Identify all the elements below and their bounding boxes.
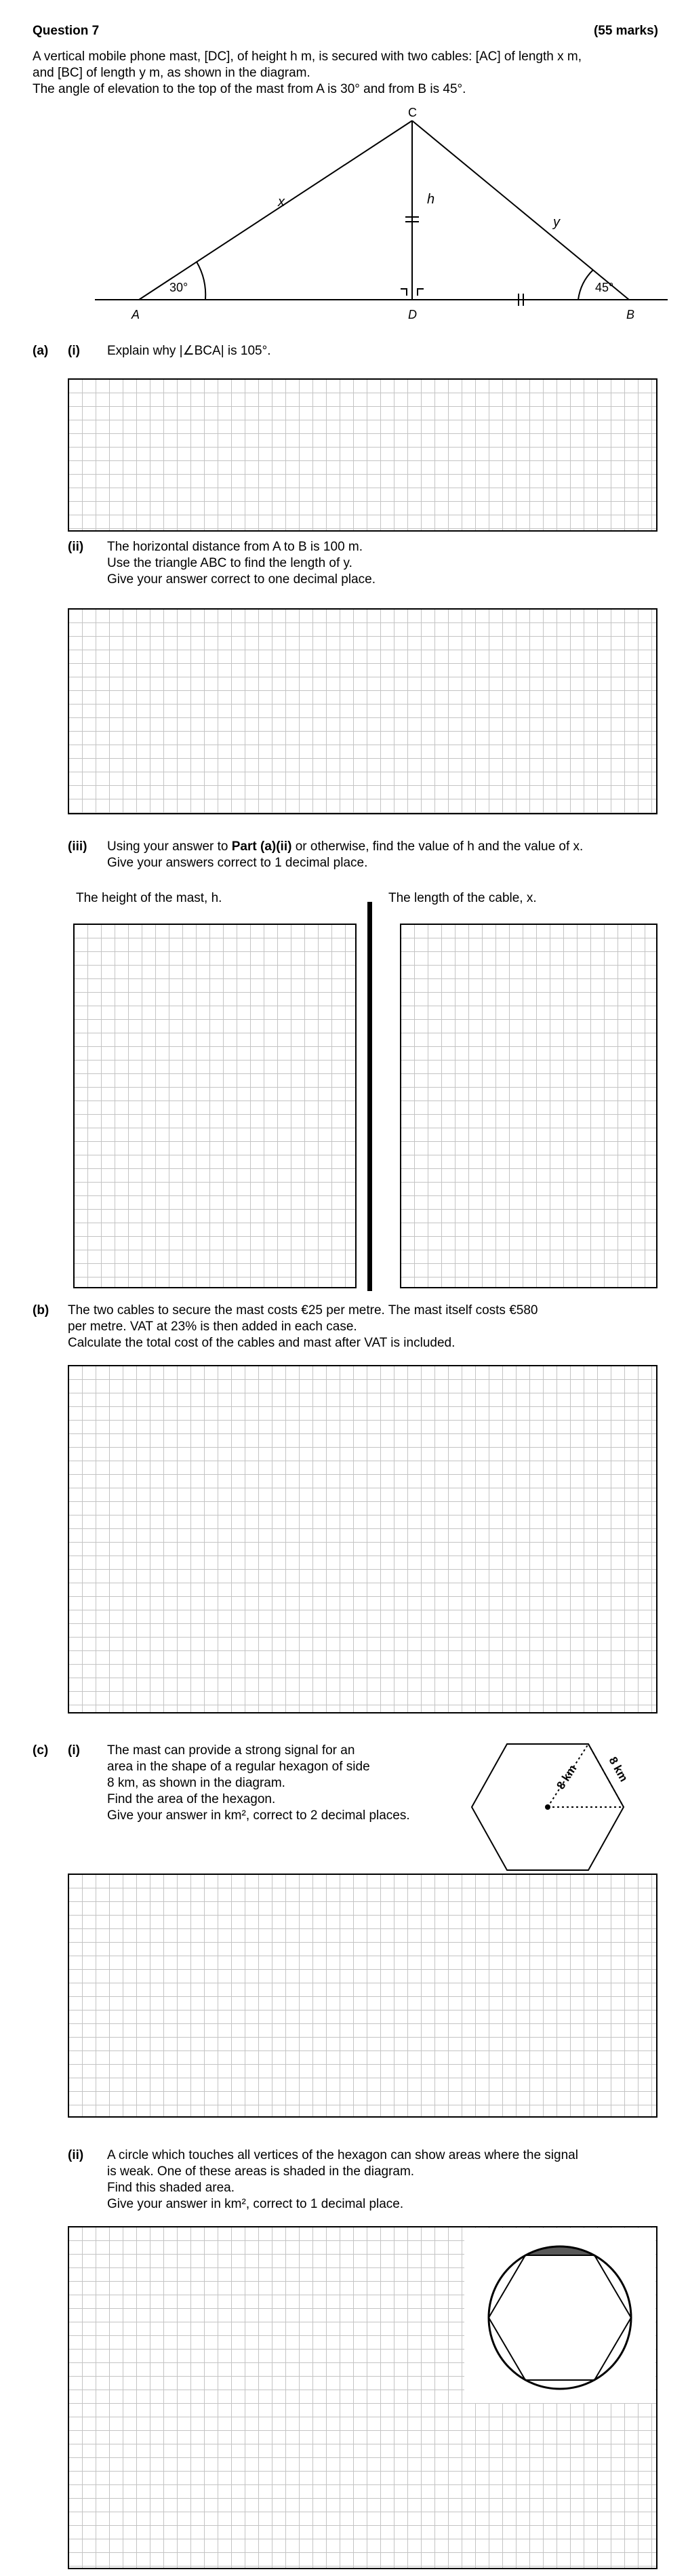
- part-a-ii-line-1: The horizontal distance from A to B is 100 m.: [107, 540, 363, 554]
- part-c-i-line-1: The mast can provide a strong signal for an: [107, 1743, 355, 1758]
- answer-box-height[interactable]: [73, 924, 357, 1288]
- part-c-ii-line-3: Find this shaded area.: [107, 2181, 235, 2195]
- point-d-label: D: [408, 308, 417, 321]
- part-c-i-label: (i): [68, 1743, 80, 1758]
- intro-line-3: The angle of elevation to the top of the mast from A is 30° and from B is 45°.: [33, 82, 466, 96]
- mast-diagram: [0, 102, 688, 325]
- part-a-iii-label: (iii): [68, 839, 87, 854]
- part-a-iii-line-2: Give your answers correct to 1 decimal place.: [107, 856, 368, 870]
- part-c-i-line-4: Find the area of the hexagon.: [107, 1792, 276, 1806]
- point-c-label: C: [408, 106, 417, 119]
- answer-box-b[interactable]: [68, 1365, 657, 1713]
- part-b-line-1: The two cables to secure the mast costs €25 per metre. The mast itself costs €580: [68, 1303, 538, 1317]
- part-c-ii-label: (ii): [68, 2148, 84, 2162]
- hex-centre: [545, 1804, 550, 1810]
- cable-heading: The length of the cable, x.: [388, 891, 537, 905]
- hexagon-diagram: [468, 1736, 630, 1871]
- point-a-label: A: [131, 308, 140, 321]
- label-y: y: [553, 215, 560, 230]
- right-angle-left: [401, 289, 407, 296]
- answer-box-c-i[interactable]: [68, 1874, 657, 2118]
- intro-line-2: and [BC] of length y m, as shown in the diagram.: [33, 66, 310, 80]
- part-a-i-label: (i): [68, 344, 80, 358]
- intro-line-1: A vertical mobile phone mast, [DC], of height h m, is secured with two cables: [AC] of length x m,: [33, 49, 582, 64]
- part-a-i-text: Explain why |∠BCA| is 105°.: [107, 344, 271, 358]
- part-b-label: (b): [33, 1303, 49, 1317]
- hex-label-radius: 8 km: [554, 1762, 580, 1792]
- angle-a-label: 30°: [169, 281, 188, 294]
- part-c-i-line-3: 8 km, as shown in the diagram.: [107, 1776, 285, 1790]
- answer-box-a-ii[interactable]: [68, 608, 657, 814]
- angle-arc-a: [197, 262, 205, 300]
- cable-bc: [412, 121, 629, 300]
- part-a-iii-line-1: Using your answer to Part (a)(ii) or otherwise, find the value of h and the value of x.: [107, 839, 584, 854]
- part-c-ii-line-2: is weak. One of these areas is shaded in the diagram.: [107, 2164, 415, 2179]
- part-c-ii-line-4: Give your answer in km², correct to 1 decimal place.: [107, 2197, 404, 2211]
- part-c-label: (c): [33, 1743, 49, 1758]
- angle-arc-b: [578, 270, 593, 300]
- circle-hexagon-diagram: [464, 2228, 655, 2403]
- label-x: x: [278, 195, 285, 210]
- marks-label: (55 marks): [593, 24, 658, 38]
- angle-b-label: 45°: [595, 281, 614, 294]
- vertical-divider: [367, 902, 372, 1291]
- part-b-line-2: per metre. VAT at 23% is then added in each case.: [68, 1320, 357, 1334]
- cable-ac: [139, 121, 412, 300]
- label-h: h: [427, 192, 435, 207]
- answer-box-a-i[interactable]: [68, 378, 657, 532]
- part-c-i-line-2: area in the shape of a regular hexagon of side: [107, 1760, 370, 1774]
- hex-label-side: 8 km: [606, 1754, 630, 1784]
- height-heading: The height of the mast, h.: [76, 891, 222, 905]
- part-a-ii-label: (ii): [68, 540, 84, 554]
- part-c-ii-line-1: A circle which touches all vertices of the hexagon can show areas where the signal: [107, 2148, 578, 2162]
- right-angle-right: [418, 289, 424, 296]
- answer-box-cable[interactable]: [400, 924, 657, 1288]
- part-c-i-line-5: Give your answer in km², correct to 2 decimal places.: [107, 1808, 410, 1823]
- point-b-label: B: [626, 308, 635, 321]
- question-title: Question 7: [33, 24, 100, 38]
- part-b-line-3: Calculate the total cost of the cables and mast after VAT is included.: [68, 1336, 456, 1350]
- part-a-ii-line-3: Give your answer correct to one decimal place.: [107, 572, 376, 587]
- part-a-label: (a): [33, 344, 49, 358]
- part-a-ii-line-2: Use the triangle ABC to find the length of y.: [107, 556, 352, 570]
